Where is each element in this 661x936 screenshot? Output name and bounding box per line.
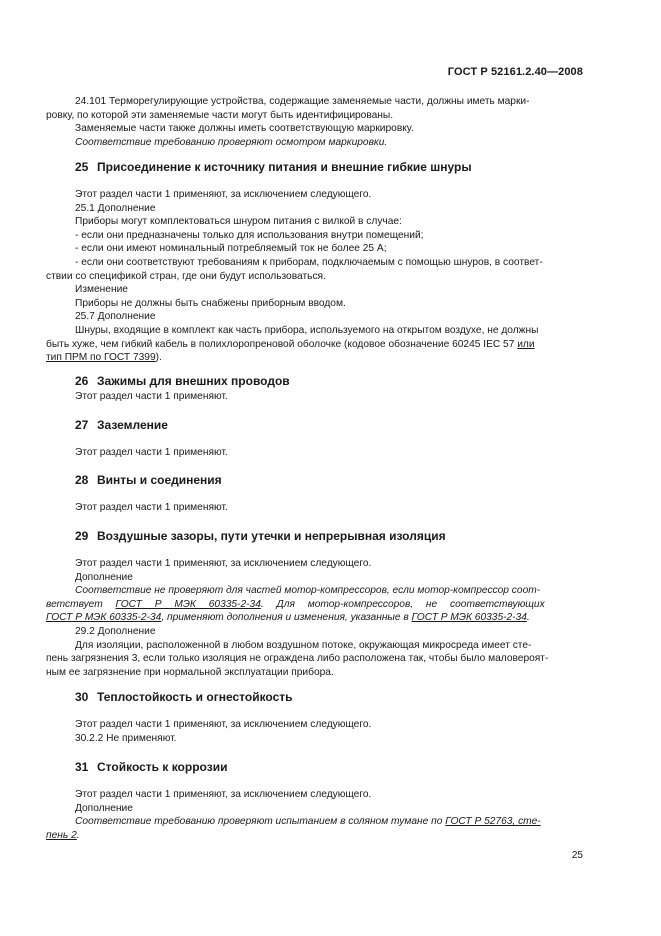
paragraph: 25.1 Дополнение <box>75 202 156 214</box>
text: ветствует <box>46 598 116 610</box>
section-title: Теплостойкость и огнестойкость <box>97 690 293 704</box>
section-heading-28 <box>75 473 583 488</box>
paragraph: Дополнение <box>75 571 133 583</box>
standard-link[interactable]: или <box>517 338 535 350</box>
section-heading-26 <box>75 374 583 389</box>
section-title: Воздушные зазоры, пути утечки и непрерывная изоляция <box>97 529 446 543</box>
section-31-text <box>46 788 583 842</box>
section-30-text <box>75 718 583 745</box>
paragraph <box>46 338 583 352</box>
section-heading-30 <box>75 690 583 705</box>
text: , применяют дополнения и изменения, указанные в <box>161 612 412 624</box>
section-24-text <box>46 95 583 149</box>
text: ). <box>155 352 162 364</box>
section-heading-31 <box>75 760 583 775</box>
paragraph: Шнуры, входящие в комплект как часть прибора, используемого на открытом воздухе, не должны <box>75 324 539 336</box>
paragraph: Дополнение <box>75 802 133 814</box>
paragraph: 25.7 Дополнение <box>75 311 156 323</box>
paragraph: Соответствие требованию проверяют осмотром маркировки. <box>75 136 388 148</box>
paragraph: Этот раздел части 1 применяют, за исключением следующего. <box>75 789 372 800</box>
document-header: ГОСТ Р 52161.2.40—2008 <box>447 66 583 78</box>
standard-link[interactable]: ГОСТ Р МЭК 60335-2-34 <box>46 612 162 624</box>
paragraph: Этот раздел части 1 применяют, за исключением следующего. <box>75 719 372 730</box>
paragraph: Приборы могут комплектоваться шнуром питания с вилкой в случае: <box>75 216 402 228</box>
standard-link[interactable]: тип ПРМ по ГОСТ 7399 <box>46 352 156 364</box>
section-29-text <box>46 557 583 679</box>
section-title: Присоединение к источнику питания и внешние гибкие шнуры <box>97 160 472 174</box>
section-title: Зажимы для внешних проводов <box>97 374 290 388</box>
section-number: 27 <box>75 418 89 432</box>
paragraph <box>46 351 583 365</box>
paragraph: Приборы не должны быть снабжены приборным вводом. <box>75 297 346 309</box>
paragraph: Этот раздел части 1 применяют, за исключением следующего. <box>75 189 372 200</box>
paragraph <box>75 815 583 829</box>
paragraph <box>46 829 583 843</box>
paragraph: Соответствие не проверяют для частей мотор-компрессоров, если мотор-компрессор соот- <box>75 585 541 597</box>
list-item: - если они имеют номинальный потребляемый ток не более 25 А; <box>75 243 387 255</box>
section-heading-29 <box>75 529 583 544</box>
section-number: 26 <box>75 374 89 388</box>
paragraph: 24.101 Терморегулирующие устройства, содержащие заменяемые части, должны иметь марки- <box>75 96 530 107</box>
standard-link[interactable]: ГОСТ Р МЭК 60335-2-34 <box>115 598 261 610</box>
paragraph <box>46 598 583 612</box>
paragraph: Изменение <box>75 284 128 296</box>
standard-link[interactable]: ГОСТ Р 52763, сте- <box>445 816 541 828</box>
section-25-text <box>46 188 583 365</box>
section-28-text <box>75 501 583 515</box>
text: . <box>526 612 530 624</box>
section-title: Стойкость к коррозии <box>97 760 228 774</box>
section-number: 25 <box>75 160 89 174</box>
list-item: - если они предназначены только для использования внутри помещений; <box>75 229 424 241</box>
paragraph: ным ее загрязнение при нормальной эксплуатации прибора. <box>46 666 334 678</box>
text: . <box>76 829 80 841</box>
section-heading-25 <box>75 160 583 175</box>
paragraph <box>46 611 583 625</box>
section-27-text <box>75 446 583 460</box>
section-number: 30 <box>75 690 89 704</box>
section-heading-27 <box>75 418 583 433</box>
standard-link[interactable]: пень 2 <box>46 829 77 841</box>
paragraph: пень загрязнения 3, если только изоляция не ограждена либо расположена так, чтобы было маловероят- <box>46 653 549 665</box>
paragraph: ствии со спецификой стран, где они будут использоваться. <box>46 270 326 282</box>
paragraph: Этот раздел части 1 применяют, за исключением следующего. <box>75 558 372 569</box>
section-title: Винты и соединения <box>97 473 222 487</box>
text: Соответствие требованию проверяют испытанием в соляном тумане по <box>75 816 446 828</box>
page-number: 25 <box>571 850 583 861</box>
paragraph: ровку, по которой эти заменяемые части могут быть идентифицированы. <box>46 109 394 121</box>
section-number: 29 <box>75 529 89 543</box>
paragraph: Этот раздел части 1 применяют. <box>75 391 228 402</box>
list-item: - если они соответствуют требованиям к приборам, подключаемым с помощью шнуров, в соответ- <box>75 256 543 268</box>
section-title: Заземление <box>97 418 168 432</box>
paragraph: 30.2.2 Не применяют. <box>75 732 177 744</box>
standard-link[interactable]: ГОСТ Р МЭК 60335-2-34 <box>411 612 527 624</box>
paragraph: Этот раздел части 1 применяют. <box>75 447 228 458</box>
paragraph: Для изоляции, расположенной в любом воздушном потоке, окружающая микросреда имеет сте- <box>75 639 532 651</box>
text: . Для мотор-компрессоров, не соответствующих <box>260 598 545 610</box>
paragraph: Заменяемые части также должны иметь соответствующую маркировку. <box>75 123 414 135</box>
section-number: 28 <box>75 473 89 487</box>
paragraph: Этот раздел части 1 применяют. <box>75 502 228 513</box>
section-26-text <box>75 390 583 404</box>
paragraph: 29.2 Дополнение <box>75 625 156 637</box>
section-number: 31 <box>75 760 89 774</box>
text: быть хуже, чем гибкий кабель в полихлоропреновой оболочке (кодовое обозначение 60245 IEC 57 <box>46 338 518 350</box>
